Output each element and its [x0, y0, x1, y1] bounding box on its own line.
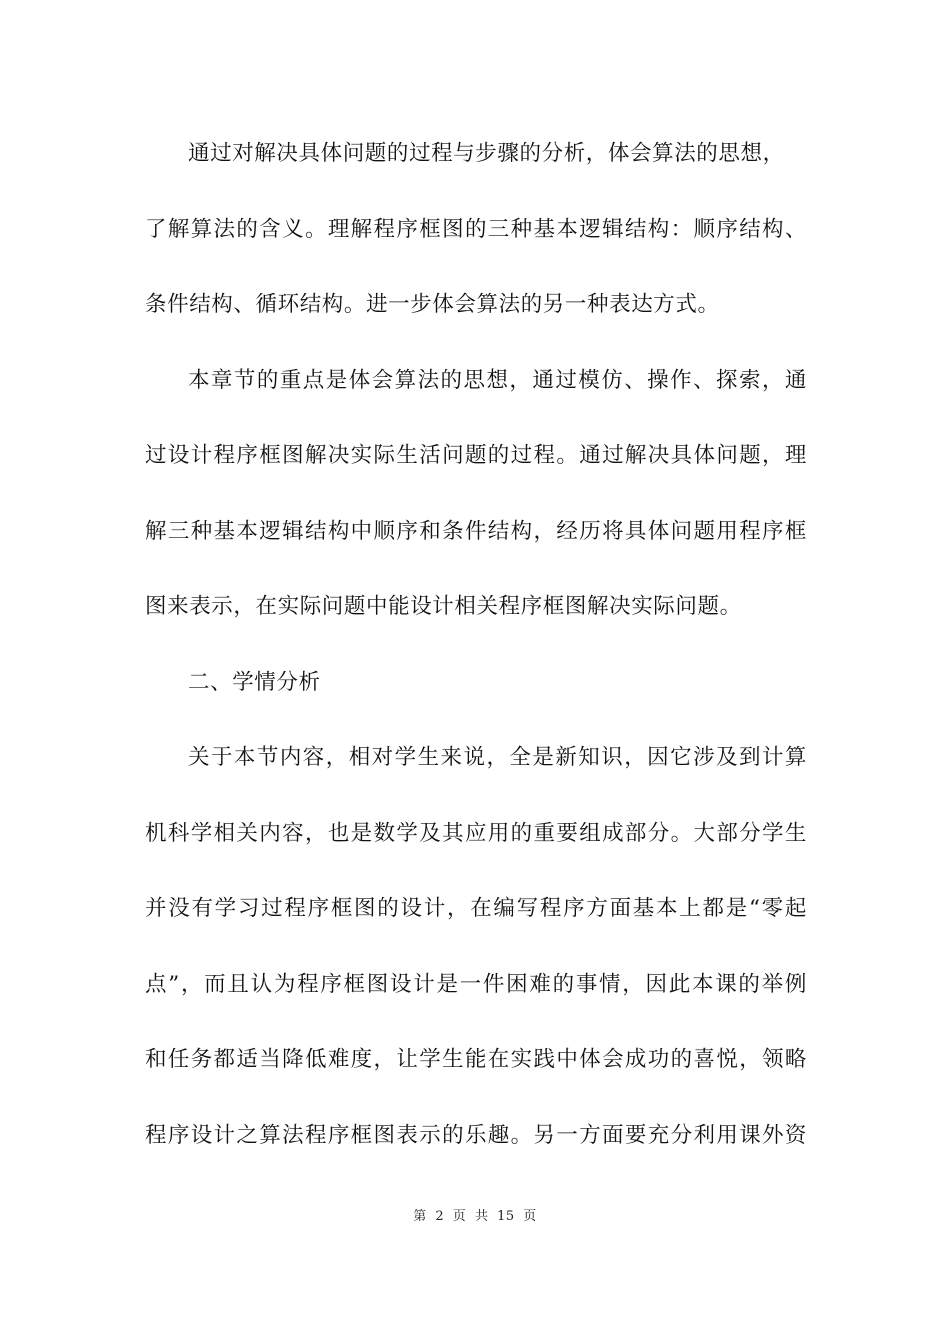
paragraph-2-line-1: 本章节的重点是体会算法的思想，通过模仿、操作、探索，通: [188, 367, 807, 393]
paragraph-3-line-1: 关于本节内容，相对学生来说，全是新知识，因它涉及到计算: [188, 745, 807, 770]
paragraph-1-line-2: 了解算法的含义。理解程序框图的三种基本逻辑结构：顺序结构、: [145, 216, 807, 242]
section-heading: 二、学情分析: [188, 669, 321, 695]
paragraph-3-line-5: 和任务都适当降低难度，让学生能在实践中体会成功的喜悦，领略: [145, 1047, 807, 1072]
paragraph-1-line-1: 通过对解决具体问题的过程与步骤的分析，体会算法的思想，: [188, 141, 785, 166]
footer-total-word: 共: [474, 1209, 489, 1224]
footer-page-word: 页: [452, 1209, 467, 1224]
paragraph-3-line-3: 并没有学习过程序框图的设计，在编写程序方面基本上都是“零起: [145, 896, 807, 921]
paragraph-3-line-4: 点”，而且认为程序框图设计是一件困难的事情，因此本课的举例: [145, 971, 807, 997]
paragraph-1-line-3: 条件结构、循环结构。进一步体会算法的另一种表达方式。: [145, 292, 720, 317]
footer-suffix: 页: [523, 1209, 537, 1224]
paragraph-3-line-2: 机科学相关内容，也是数学及其应用的重要组成部分。大部分学生: [145, 820, 807, 846]
paragraph-2-line-2: 过设计程序框图解决实际生活问题的过程。通过解决具体问题，理: [145, 443, 807, 468]
page-footer: [0, 1207, 950, 1227]
document-body: [145, 130, 807, 1187]
footer-total-pages: 15: [497, 1209, 515, 1224]
paragraph-2-line-4: 图来表示，在实际问题中能设计相关程序框图解决实际问题。: [145, 594, 742, 619]
paragraph-3-line-6: 程序设计之算法程序框图表示的乐趣。另一方面要充分利用课外资: [145, 1122, 807, 1148]
paragraph-2-line-3: 解三种基本逻辑结构中顺序和条件结构，经历将具体问题用程序框: [145, 518, 807, 544]
footer-current-page: 2: [435, 1209, 445, 1224]
footer-prefix: 第: [413, 1209, 427, 1224]
